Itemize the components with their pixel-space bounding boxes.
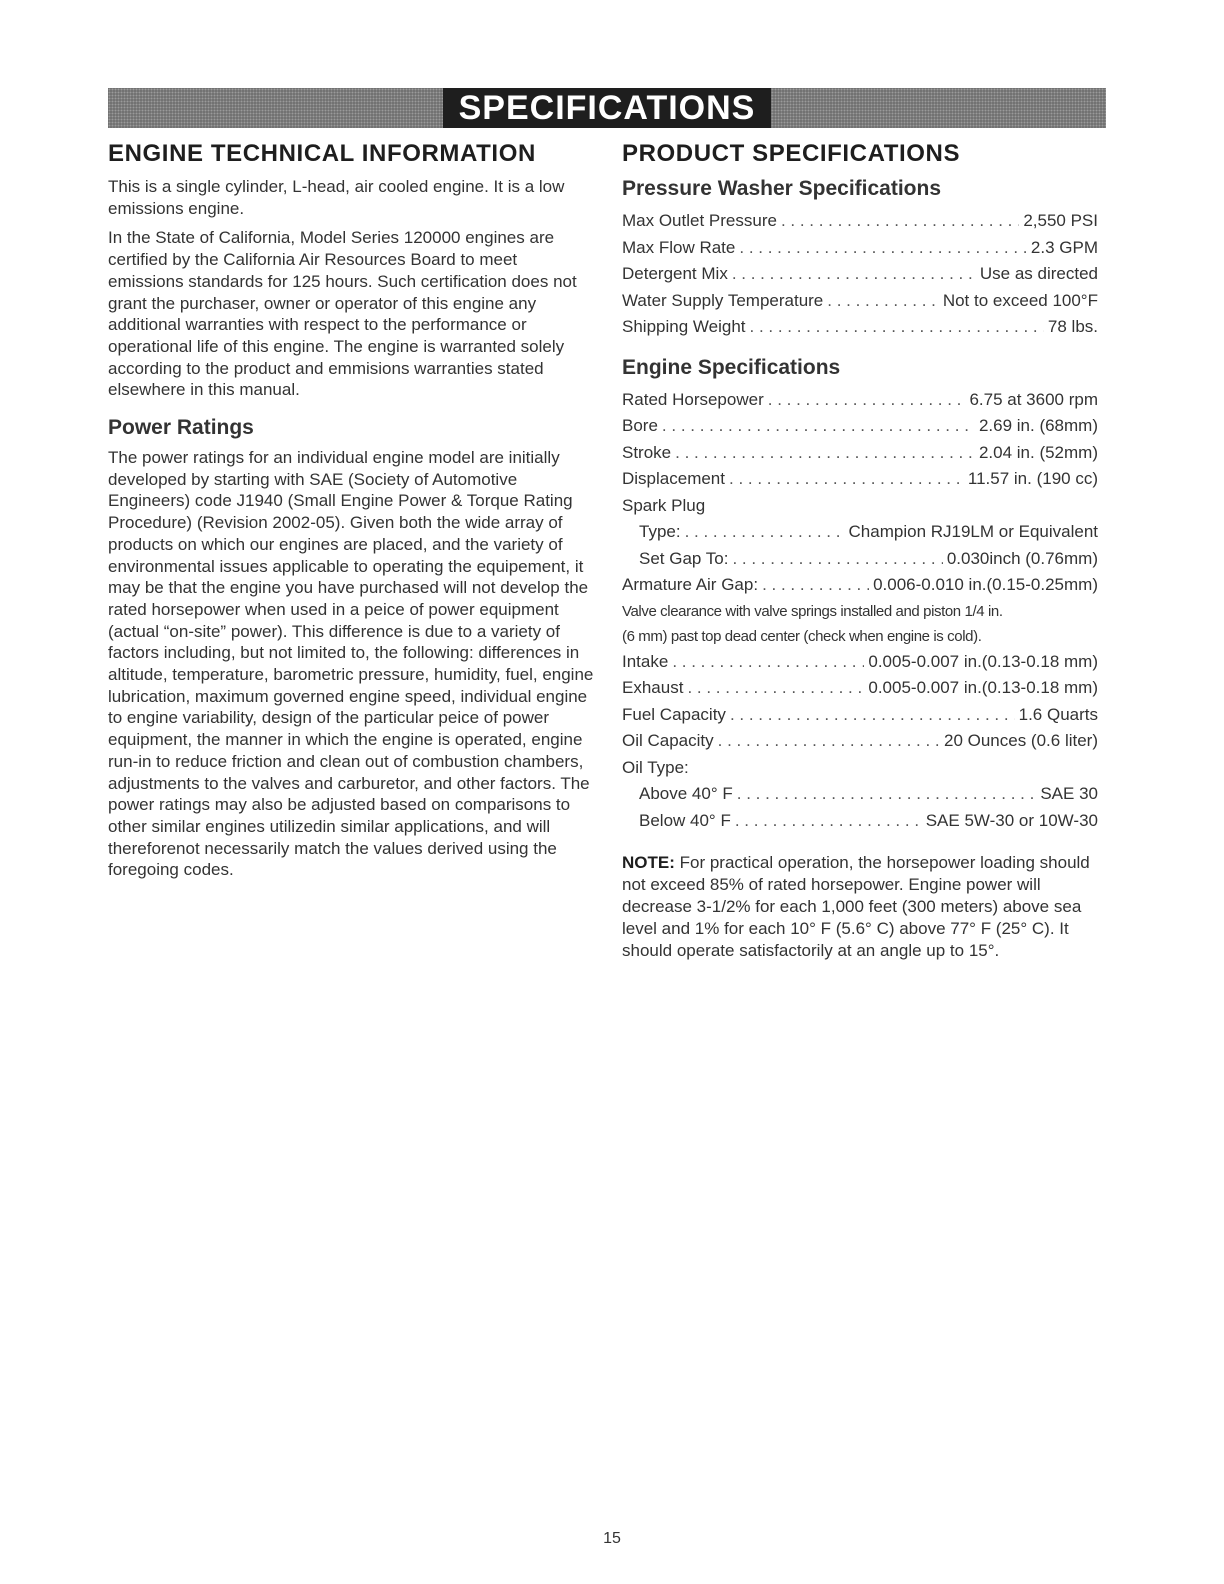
spec-label: Above 40° F <box>639 784 733 803</box>
spec-row-armature-air-gap <box>622 572 1098 599</box>
spec-row-exhaust <box>622 675 1098 702</box>
valve-clearance-note-line-1: Valve clearance with valve springs installed and piston 1/4 in. <box>622 602 1003 620</box>
engine-info-paragraph-1: This is a single cylinder, L-head, air cooled engine. It is a low emissions engine. <box>108 177 565 218</box>
spec-row-fuel-capacity <box>622 702 1098 729</box>
spec-value: SAE 5W-30 or 10W-30 <box>925 810 1098 830</box>
product-specs-heading: PRODUCT SPECIFICATIONS <box>622 140 961 167</box>
leader-dots <box>687 675 864 702</box>
power-ratings-heading: Power Ratings <box>108 416 254 440</box>
leader-dots <box>732 261 976 288</box>
engine-specs-heading: Engine Specifications <box>622 355 841 379</box>
leader-dots <box>739 235 1027 262</box>
specifications-banner <box>108 88 1106 128</box>
leader-dots <box>768 387 966 414</box>
spec-label: Max Flow Rate <box>622 237 736 257</box>
leader-dots <box>827 288 939 315</box>
spec-label: Displacement <box>622 469 725 488</box>
spec-value: 2.04 in. (52mm) <box>978 442 1098 462</box>
spec-row-detergent-mix <box>622 261 1098 288</box>
leader-dots <box>685 519 845 546</box>
spec-row-oil-capacity <box>622 728 1098 755</box>
leader-dots <box>730 702 1015 729</box>
spec-row-bore <box>622 413 1098 440</box>
leader-dots <box>718 728 940 755</box>
leader-dots <box>750 314 1044 341</box>
engine-info-heading: ENGINE TECHNICAL INFORMATION <box>108 140 536 167</box>
note-text: For practical operation, the horsepower loading should not exceed 85% of rated horsepower. Engine power will decrease 3-1/2% for each 1,000 feet (300 meters) above sea level and 1% for each 10° F (5.6° C) above 77° F (25° C). It should operate satisfactorily at an angle up to 15°. <box>622 853 1090 960</box>
spec-row-oil-above-40f <box>622 781 1098 808</box>
spec-value: Champion RJ19LM or Equivalent <box>848 522 1098 541</box>
leader-dots <box>675 440 975 467</box>
spec-value: 2.3 GPM <box>1030 237 1098 257</box>
valve-clearance-note-line-2: (6 mm) past top dead center (check when engine is cold). <box>622 627 982 645</box>
spec-label: Max Outlet Pressure <box>622 211 777 230</box>
spark-plug-label: Spark Plug <box>622 495 706 515</box>
engine-info-paragraph-2: In the State of California, Model Series 120000 engines are certified by the California Air Resources Board to meet emissions standards for 125 hours. Such certification does not grant the purchaser, owner or operator of this engine any additional warranties with respect to the performance or operational life of this engine. The engine is warranted solely according to the product and emmisions warranties stated elsewhere in this manual. <box>108 228 577 400</box>
spec-value: 2.69 in. (68mm) <box>978 416 1098 435</box>
spec-value: 6.75 at 3600 rpm <box>969 389 1098 409</box>
leader-dots <box>662 413 975 440</box>
spec-value: 0.005-0.007 in.(0.13-0.18 mm) <box>868 678 1098 697</box>
leader-dots <box>762 572 869 599</box>
leader-dots <box>735 808 922 835</box>
spec-label: Detergent Mix <box>622 264 728 283</box>
spec-label: Exhaust <box>622 678 684 697</box>
page-number: 15 <box>603 1530 621 1547</box>
spec-label: Stroke <box>622 442 672 462</box>
spec-value: 1.6 Quarts <box>1018 704 1098 724</box>
spec-row-max-flow-rate <box>622 235 1098 262</box>
leader-dots <box>672 649 864 676</box>
spec-row-max-outlet-pressure <box>622 208 1098 235</box>
spec-value: 0.030inch (0.76mm) <box>946 548 1098 568</box>
spec-value: 11.57 in. (190 cc) <box>967 469 1098 488</box>
note-label: NOTE: <box>622 853 675 872</box>
spec-value: 20 Ounces (0.6 liter) <box>943 731 1098 750</box>
banner-title: SPECIFICATIONS <box>443 88 772 128</box>
leader-dots <box>737 781 1037 808</box>
spec-row-water-supply-temperature <box>622 288 1098 315</box>
right-column <box>622 140 1098 962</box>
spec-value: SAE 30 <box>1040 784 1098 803</box>
spec-label: Armature Air Gap: <box>622 575 759 594</box>
spec-row-shipping-weight <box>622 314 1098 341</box>
spec-label: Set Gap To: <box>639 548 729 568</box>
spec-value: Not to exceed 100°F <box>942 290 1098 310</box>
spec-label: Type: <box>639 522 681 541</box>
spec-value: 78 lbs. <box>1047 317 1098 336</box>
power-ratings-text: The power ratings for an individual engine model are initially developed by starting with SAE (Society of Automotive Engineers) code J1940 (Small Engine Power & Torque Rating Procedure) (Revision 2002-05). Given both the wide array of products on which our engines are placed, and the variety of environmental issues applicable to operating the equipement, it may be that the engine you have purchased will not develop the rated horsepower when used in a peice of power equipment (actual “on-site” power). This difference is due to a variety of factors including, but not limited to, the following: differences in altitude, temperature, barometric pressure, humidity, fuel, engine lubrication, maximum governed engine speed, individual engine to engine variability, design of the particular peice of power equipment, the manner in which the engine is operated, engine run-in to reduce friction and clean out of combustion chambers, adjustments to the valves and carburetor, and other factors. The power ratings may also be adjusted based on comparisons to other similar engines utilizedin similar applications, and will thereforenot necessarily match the values derived using the foregoing codes. <box>108 448 594 880</box>
spec-label: Fuel Capacity <box>622 704 726 724</box>
leader-dots <box>732 546 942 573</box>
spec-value: 0.006-0.010 in.(0.15-0.25mm) <box>873 575 1098 594</box>
spec-row-displacement <box>622 466 1098 493</box>
spec-row-oil-below-40f <box>622 808 1098 835</box>
spec-value: Use as directed <box>979 264 1098 283</box>
spec-row-rated-horsepower <box>622 387 1098 414</box>
leader-dots <box>781 208 1019 235</box>
spec-label: Oil Capacity <box>622 731 714 750</box>
pressure-washer-heading: Pressure Washer Specifications <box>622 177 942 200</box>
spec-label: Bore <box>622 416 658 435</box>
spec-row-intake <box>622 649 1098 676</box>
spec-value: 2,550 PSI <box>1023 211 1098 230</box>
spec-label: Water Supply Temperature <box>622 290 824 310</box>
spec-label: Rated Horsepower <box>622 389 764 409</box>
spec-value: 0.005-0.007 in.(0.13-0.18 mm) <box>868 651 1098 671</box>
left-column <box>108 140 594 889</box>
oil-type-label: Oil Type: <box>622 757 689 777</box>
spec-label: Shipping Weight <box>622 317 746 336</box>
spec-row-stroke <box>622 440 1098 467</box>
spec-label: Intake <box>622 651 669 671</box>
spec-row-spark-type <box>622 519 1098 546</box>
spec-label: Below 40° F <box>639 810 731 830</box>
spec-row-spark-gap <box>622 546 1098 573</box>
horsepower-note <box>622 852 1098 962</box>
leader-dots <box>729 466 964 493</box>
